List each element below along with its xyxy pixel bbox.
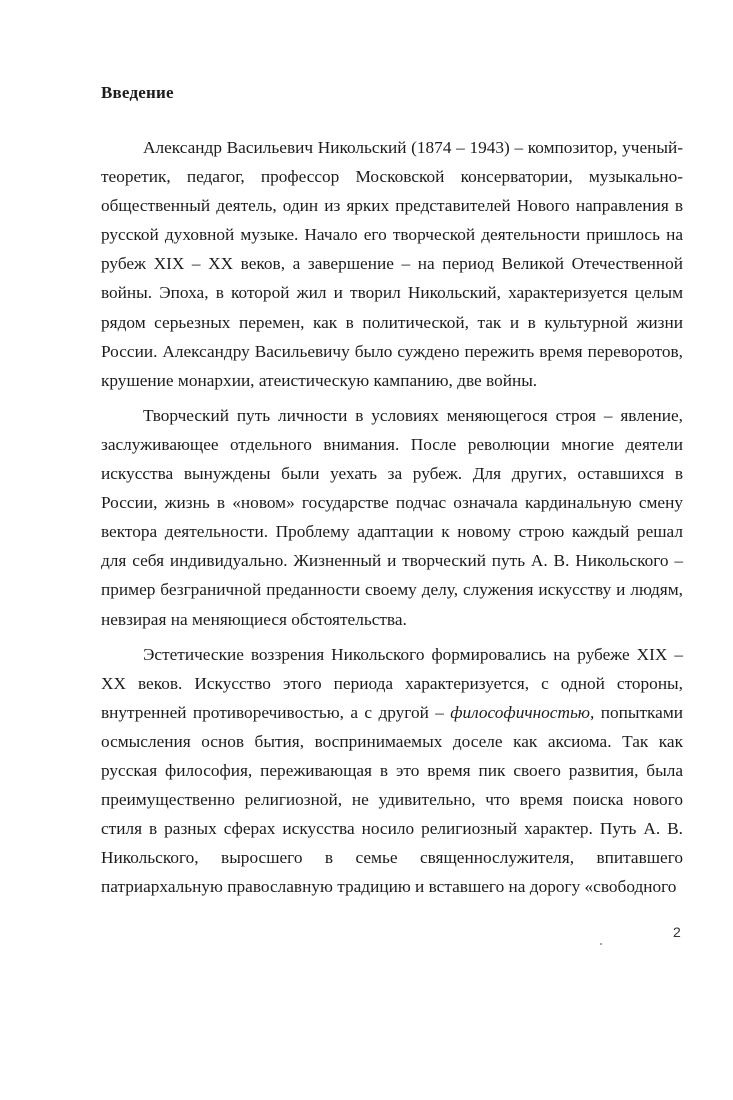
scan-speck [600, 943, 602, 945]
page-number: 2 [673, 924, 681, 940]
body-text [101, 133, 683, 907]
paragraph-3-text-end: попытками осмысления основ бытия, воспринимаемых доселе как аксиома. Так как русская философия, переживающая в это время пик своего развития, была преимущественно религиозной, не удивительно, что время поиска нового стиля в разных сферах искусства носило религиозный характер. Путь А. В. Никольского, выросшего в семье священнослужителя, впитавшего патриархальную православную традицию и вставшего на дорогу «свободного [101, 702, 683, 897]
paragraph-1: Александр Васильевич Никольский (1874 – 1943) – композитор, ученый-теоретик, педагог, профессор Московской консерватории, музыкально-общественный деятель, один из ярких представителей Нового направления в русской духовной музыке. Начало его творческой деятельности пришлось на рубеж XIX – XX веков, а завершение – на период Великой Отечественной войны. Эпоха, в которой жил и творил Никольский, характеризуется целым рядом серьезных перемен, как в политической, так и в культурной жизни России. Александру Васильевичу было суждено пережить время переворотов, крушение монархии, атеистическую кампанию, две войны. [101, 138, 683, 390]
paragraph-2: Творческий путь личности в условиях меняющегося строя – явление, заслуживающее отдельного внимания. После революции многие деятели искусства вынуждены были уехать за рубеж. Для других, оставшихся в России, жизнь в «новом» государстве подчас означала кардинальную смену вектора деятельности. Проблему адаптации к новому строю каждый решал для себя индивидуально. Жизненный и творческий путь А. В. Никольского – пример безграничной преданности своему делу, служения искусству и людям, невзирая на меняющиеся обстоятельства. [101, 405, 683, 629]
italic-term: философичностью, [450, 702, 595, 722]
paragraph-3 [101, 640, 683, 902]
paragraph-3-text-start: Эстетические воззрения Никольского формировались на рубеже XIX – XX веков. Искусство этого периода характеризуется, с одной стороны, внутренней противоречивостью, а с другой – [101, 644, 683, 722]
section-heading: Введение [101, 83, 174, 102]
